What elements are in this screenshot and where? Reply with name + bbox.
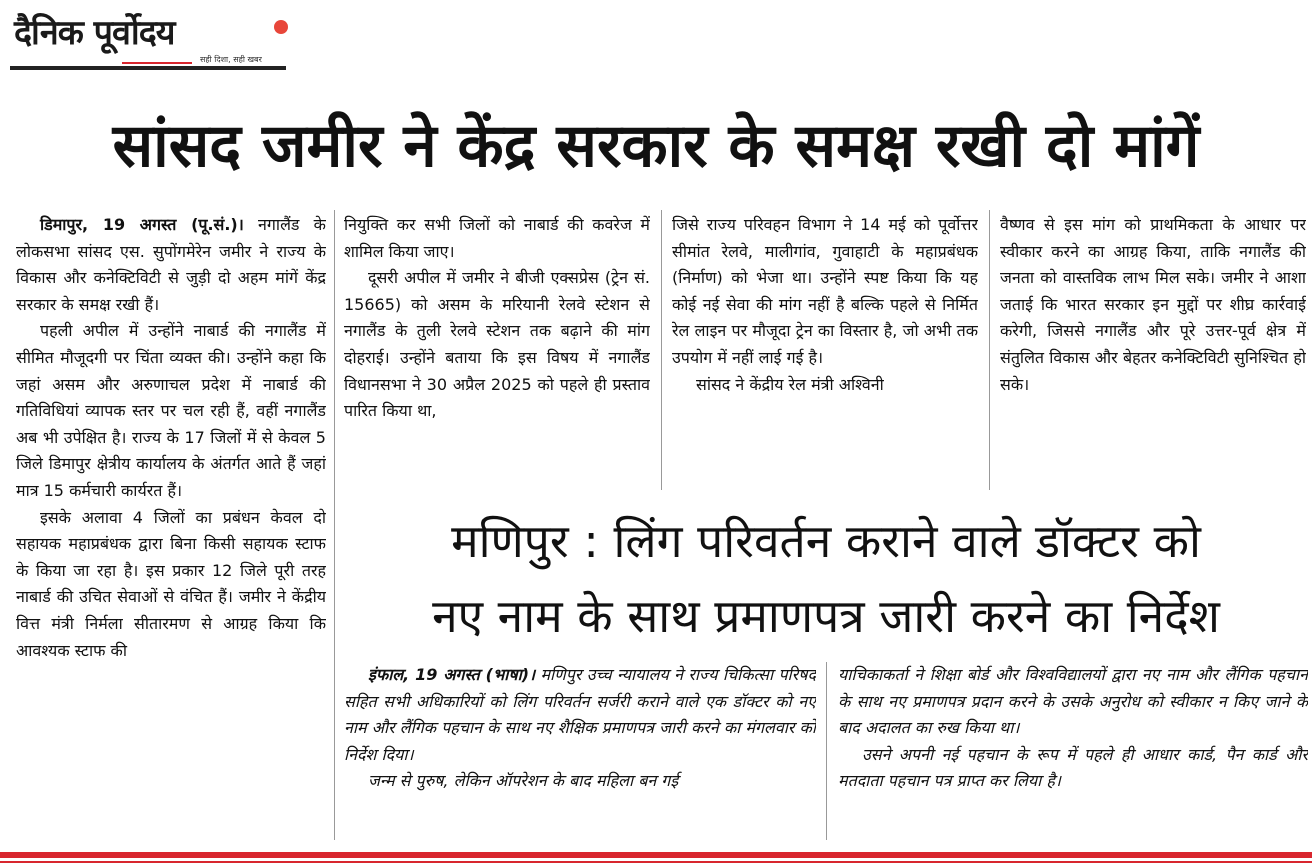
column-divider bbox=[661, 210, 662, 490]
article1-paragraph: सांसद ने केंद्रीय रेल मंत्री अश्विनी bbox=[696, 374, 884, 394]
masthead-tagline: सही दिशा, सही खबर bbox=[200, 55, 262, 64]
article2-paragraph bbox=[344, 662, 816, 768]
masthead-dot bbox=[274, 20, 288, 34]
article2-text: मणिपुर उच्च न्यायालय ने राज्य चिकित्सा परिषद सहित सभी अधिकारियों को लिंग परिवर्तन सर्जरी कराने वाले एक डॉक्टर को नए नाम और लैंगिक पहचान के साथ नए शैक्षिक प्रमाणपत्र जारी करने का मंगलवार को निर्देश दिया। bbox=[344, 665, 816, 764]
article2-paragraph: जन्म से पुरुष, लेकिन ऑपरेशन के बाद महिला बन गई bbox=[368, 771, 679, 791]
article2-column-1 bbox=[344, 662, 816, 842]
article1-column-4 bbox=[1000, 212, 1306, 502]
article1-paragraph bbox=[16, 212, 326, 318]
article1-paragraph: वैष्णव से इस मांग को प्राथमिकता के आधार पर स्वीकार करने का आग्रह किया, ताकि नगालैंड की जनता को वास्तविक लाभ मिल सके। जमीर ने आशा जताई कि भारत सरकार इन मुद्दों पर शीघ्र कार्रवाई करेगी, जिससे नगालैंड और पूरे उत्तर-पूर्व क्षेत्र में संतुलित विकास और बेहतर कनेक्टिविटी सुनिश्चित हो सके। bbox=[1000, 215, 1306, 394]
article1-column-3 bbox=[672, 212, 978, 502]
column-divider bbox=[334, 210, 335, 840]
article2-paragraph: उसने अपनी नई पहचान के रूप में पहले ही आधार कार्ड, पैन कार्ड और मतदाता पहचान पत्र प्राप्त कर लिया है। bbox=[838, 744, 1308, 791]
article1-paragraph: नियुक्ति कर सभी जिलों को नाबार्ड की कवरेज में शामिल किया जाए। bbox=[344, 215, 650, 261]
article1-paragraph: दूसरी अपील में जमीर ने बीजी एक्सप्रेस (ट्रेन सं. 15665) को असम के मरियानी रेलवे स्टेशन से नगालैंड के तुली रेलवे स्टेशन तक बढ़ाने की मांग दोहराई। उन्होंने बताया कि इस विषय में नगालैंड विधानसभा ने 30 अप्रैल 2025 को पहले ही प्रस्ताव पारित किया था, bbox=[344, 268, 650, 421]
article1-dateline: डिमापुर, 19 अगस्त (पू.सं.)। bbox=[40, 215, 244, 234]
page-bottom-rule bbox=[0, 852, 1312, 858]
masthead-accent-line bbox=[122, 62, 192, 64]
masthead-logo bbox=[10, 8, 286, 74]
article2-column-2 bbox=[838, 662, 1308, 842]
article1-paragraph: पहली अपील में उन्होंने नाबार्ड की नगालैंड में सीमित मौजूदगी पर चिंता व्यक्त की। उन्होंने कहा कि जहां असम और अरुणाचल प्रदेश में नाबार्ड की गतिविधियां व्यापक स्तर पर चल रही हैं, वहीं नगालैंड अब भी उपेक्षित है। राज्य के 17 जिलों में से केवल 5 जिले डिमापुर क्षेत्रीय कार्यालय के अंतर्गत आते हैं जहां मात्र 15 कर्मचारी कार्यरत हैं। bbox=[16, 321, 326, 500]
article1-column-1 bbox=[16, 212, 326, 840]
column-divider bbox=[826, 662, 827, 840]
main-headline: सांसद जमीर ने केंद्र सरकार के समक्ष रखी दो मांगें bbox=[112, 111, 1200, 181]
article1-paragraph: इसके अलावा 4 जिलों का प्रबंधन केवल दो सहायक महाप्रबंधक द्वारा बिना किसी सहायक स्टाफ के किया जा रहा है। इस प्रकार 12 जिले पूरी तरह नाबार्ड की उचित सेवाओं से वंचित हैं। जमीर ने केंद्रीय वित्त मंत्री निर्मला सीतारमण से आग्रह किया कि आवश्यक स्टाफ की bbox=[16, 507, 326, 660]
article2-paragraph: याचिकाकर्ता ने शिक्षा बोर्ड और विश्वविद्यालयों द्वारा नए नाम और लैंगिक पहचान के साथ नए प्रमाणपत्र प्रदान करने के उसके अनुरोध को स्वीकार न किए जाने के बाद अदालत का रुख किया था। bbox=[838, 665, 1308, 738]
masthead-underline bbox=[10, 66, 286, 70]
article2-headline-line-1: मणिपुर : लिंग परिवर्तन कराने वाले डॉक्टर को bbox=[451, 514, 1201, 568]
article1-paragraph: जिसे राज्य परिवहन विभाग ने 14 मई को पूर्वोत्तर सीमांत रेलवे, मालीगांव, गुवाहाटी के महाप्रबंधक (निर्माण) को भेजा था। उन्होंने स्पष्ट किया कि यह कोई नई सेवा की मांग नहीं है बल्कि पहले से निर्मित रेल लाइन पर मौजूदा ट्रेन का विस्तार है, जो अभी तक उपयोग में नहीं लाई गई है। bbox=[672, 215, 978, 367]
column-divider bbox=[989, 210, 990, 490]
masthead-title: दैनिक पूर्वोदय bbox=[14, 13, 175, 53]
article1-column-2 bbox=[344, 212, 650, 502]
page-bottom-rule-thin bbox=[0, 861, 1312, 863]
article1-text: नगालैंड के लोकसभा सांसद एस. सुपोंगमेरेन जमीर ने राज्य के विकास और कनेक्टिविटी से जुड़ी दो अहम मांगें केंद्र सरकार के समक्ष रखी हैं। bbox=[16, 215, 326, 314]
article2-headline-line-2: नए नाम के साथ प्रमाणपत्र जारी करने का निर्देश bbox=[432, 589, 1220, 643]
article2-dateline: इंफाल, 19 अगस्त (भाषा)। bbox=[368, 665, 536, 684]
